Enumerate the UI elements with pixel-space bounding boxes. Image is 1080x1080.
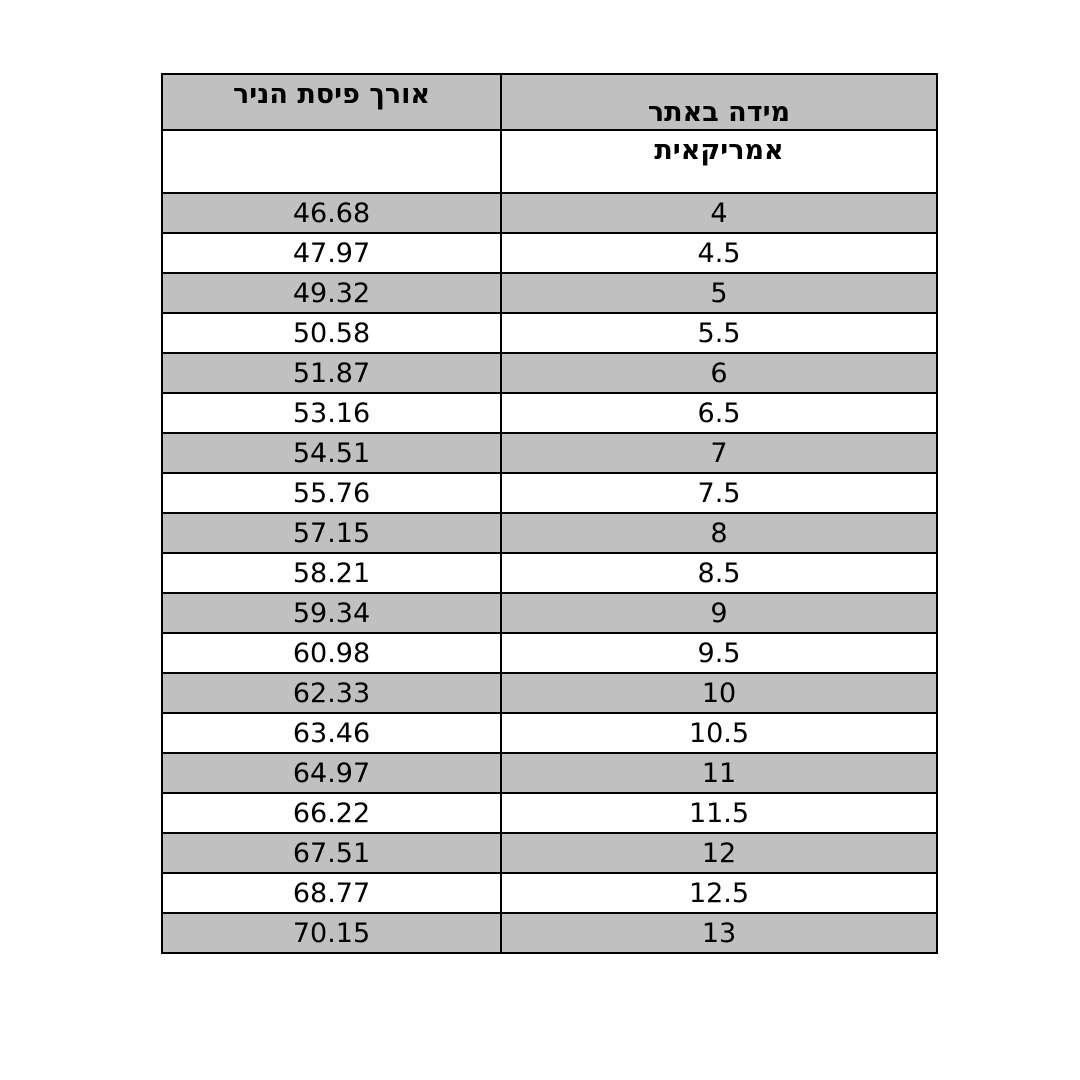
us-size-cell: 13 xyxy=(501,913,937,953)
paper-length-cell: 58.21 xyxy=(162,553,501,593)
us-size-cell: 4.5 xyxy=(501,233,937,273)
paper-length-cell: 66.22 xyxy=(162,793,501,833)
paper-length-cell: 57.15 xyxy=(162,513,501,553)
table-row xyxy=(162,793,937,833)
paper-length-cell: 68.77 xyxy=(162,873,501,913)
table-row xyxy=(162,673,937,713)
paper-length-cell: 67.51 xyxy=(162,833,501,873)
paper-length-cell: 46.68 xyxy=(162,193,501,233)
table-row xyxy=(162,313,937,353)
table-row xyxy=(162,753,937,793)
table-row xyxy=(162,833,937,873)
paper-length-cell: 47.97 xyxy=(162,233,501,273)
table-row xyxy=(162,193,937,233)
us-size-cell: 6.5 xyxy=(501,393,937,433)
table-row xyxy=(162,233,937,273)
table-row xyxy=(162,873,937,913)
table-row xyxy=(162,433,937,473)
table-row xyxy=(162,393,937,433)
us-size-cell: 11.5 xyxy=(501,793,937,833)
paper-length-cell: 59.34 xyxy=(162,593,501,633)
paper-length-cell: 50.58 xyxy=(162,313,501,353)
paper-length-cell: 60.98 xyxy=(162,633,501,673)
table-row xyxy=(162,473,937,513)
us-size-cell: 12 xyxy=(501,833,937,873)
paper-length-cell: 51.87 xyxy=(162,353,501,393)
us-size-cell: 8.5 xyxy=(501,553,937,593)
us-size-cell: 9 xyxy=(501,593,937,633)
table-row xyxy=(162,633,937,673)
paper-length-cell: 63.46 xyxy=(162,713,501,753)
us-size-cell: 5.5 xyxy=(501,313,937,353)
paper-length-cell: 62.33 xyxy=(162,673,501,713)
header-row xyxy=(162,74,937,130)
table-row xyxy=(162,913,937,953)
header-row-continued xyxy=(162,130,937,193)
us-size-cell: 7 xyxy=(501,433,937,473)
paper-length-cell: 49.32 xyxy=(162,273,501,313)
table-row xyxy=(162,353,937,393)
site-size-header-line1: מידה באתר xyxy=(501,74,937,130)
us-size-cell: 5 xyxy=(501,273,937,313)
paper-length-cell: 64.97 xyxy=(162,753,501,793)
us-size-cell: 10 xyxy=(501,673,937,713)
table-row xyxy=(162,553,937,593)
table-row xyxy=(162,593,937,633)
us-size-cell: 8 xyxy=(501,513,937,553)
table-row xyxy=(162,273,937,313)
table-row xyxy=(162,513,937,553)
site-size-header-line2: אמריקאית xyxy=(501,130,937,193)
us-size-cell: 7.5 xyxy=(501,473,937,513)
table-row xyxy=(162,713,937,753)
paper-length-cell: 55.76 xyxy=(162,473,501,513)
paper-length-cell: 53.16 xyxy=(162,393,501,433)
us-size-cell: 9.5 xyxy=(501,633,937,673)
size-conversion-table xyxy=(161,73,938,954)
us-size-cell: 11 xyxy=(501,753,937,793)
us-size-cell: 6 xyxy=(501,353,937,393)
paper-length-header: אורך פיסת הניר xyxy=(162,74,501,130)
paper-length-header-blank xyxy=(162,130,501,193)
us-size-cell: 10.5 xyxy=(501,713,937,753)
us-size-cell: 12.5 xyxy=(501,873,937,913)
paper-length-cell: 54.51 xyxy=(162,433,501,473)
us-size-cell: 4 xyxy=(501,193,937,233)
paper-length-cell: 70.15 xyxy=(162,913,501,953)
